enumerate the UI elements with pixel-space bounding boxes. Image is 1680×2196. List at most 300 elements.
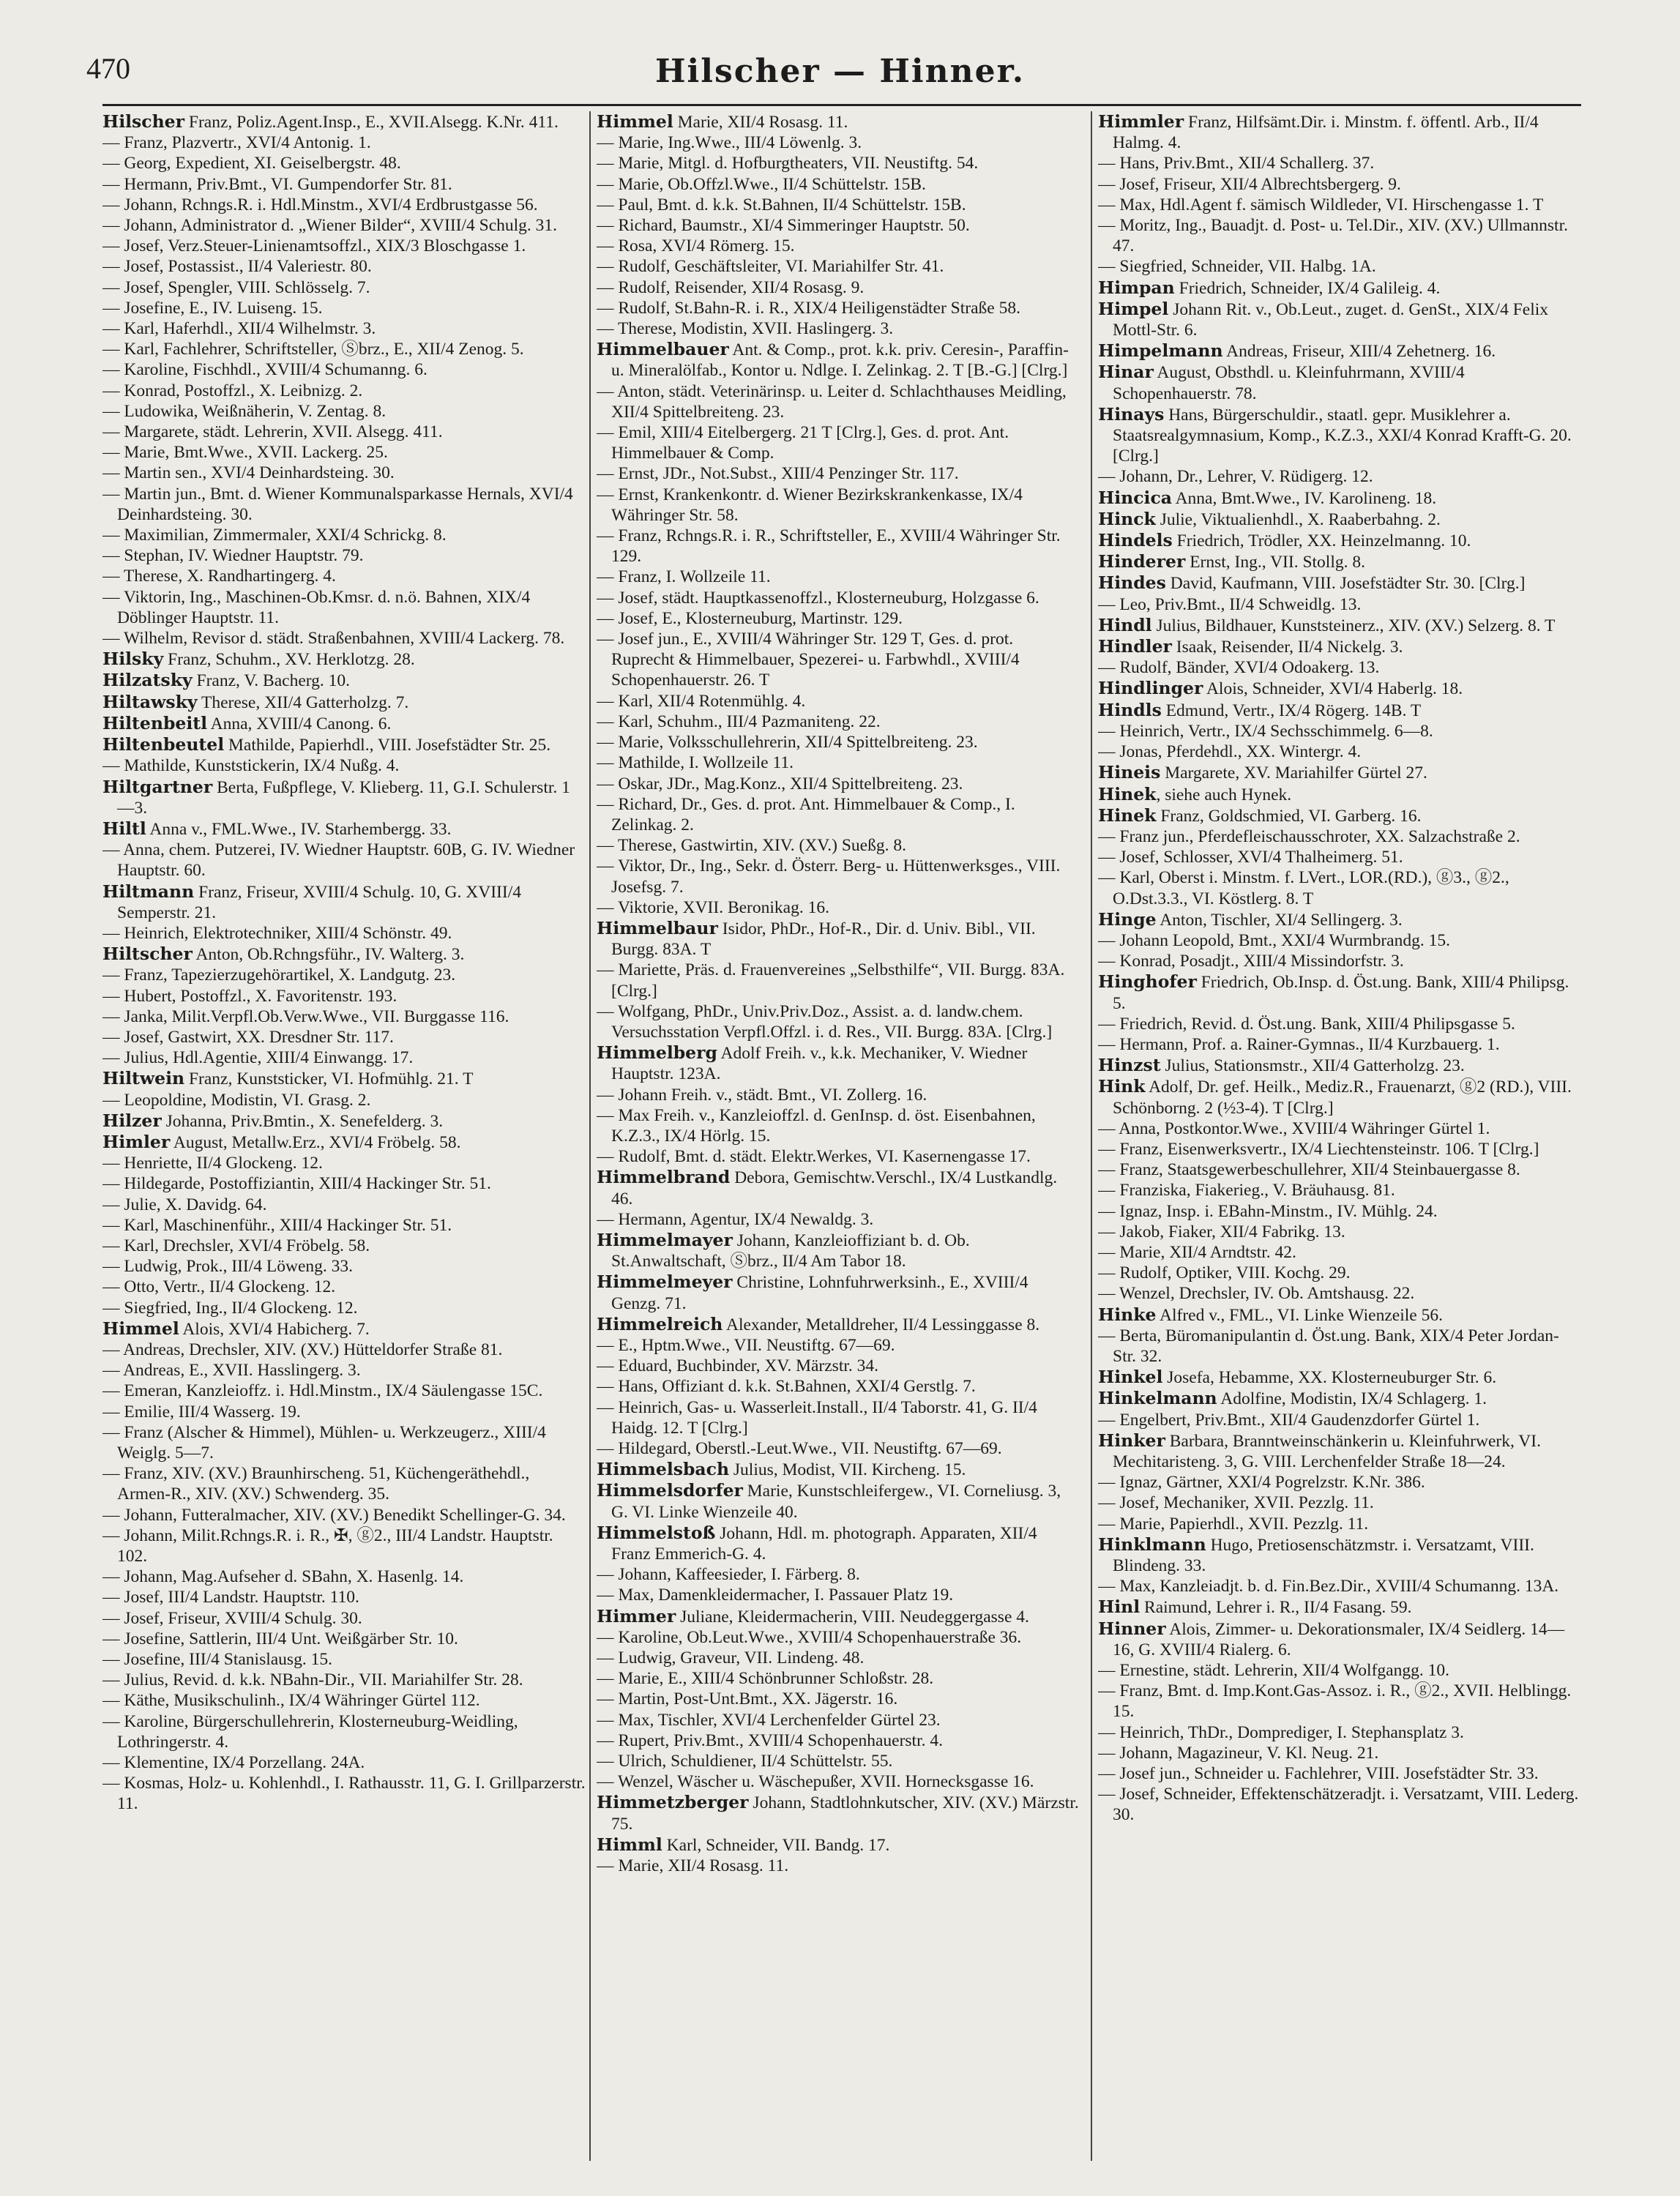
entry-text: — Josef, Verz.Steuer-Linienamtsoffzl., XIX/3 Bloschgasse 1. <box>102 236 526 256</box>
entry-text: — Josef, III/4 Landstr. Hauptstr. 110. <box>102 1588 359 1607</box>
entry-text: Mathilde, Papierhdl., VIII. Josefstädter Str. 25. <box>224 736 551 755</box>
entry-surname: Himler <box>102 1131 171 1152</box>
directory-entry <box>102 1649 586 1670</box>
entry-text: — Ernestine, städt. Lehrerin, XII/4 Wolfgangg. 10. <box>1098 1661 1449 1681</box>
directory-entry <box>597 1376 1080 1397</box>
directory-entry <box>597 1314 1080 1335</box>
directory-entry <box>1098 909 1581 930</box>
entry-text: — Josefine, Sattlerin, III/4 Unt. Weißgärber Str. 10. <box>102 1629 458 1648</box>
directory-entry <box>102 692 586 713</box>
entry-text: Marie, Kunstschleifergew., VI. Corneliusg. 3, G. VI. Linke Wienzeile 40. <box>611 1482 1061 1522</box>
directory-entry <box>597 463 1080 484</box>
directory-entry <box>597 485 1080 526</box>
directory-entry <box>102 881 586 923</box>
directory-entry <box>1098 153 1581 173</box>
entry-text: — Josef, Friseur, XII/4 Albrechtsbergerg. 9. <box>1098 174 1401 194</box>
directory-entry <box>102 1027 586 1047</box>
directory-entry <box>1098 362 1581 403</box>
entry-text: Anna, Bmt.Wwe., IV. Karolineng. 18. <box>1172 488 1437 508</box>
entry-text: — Franz, Rchngs.R. i. R., Schriftsteller, E., XVIII/4 Währinger Str. 129. <box>597 526 1061 567</box>
directory-entry <box>102 153 586 173</box>
column-divider <box>589 111 591 2161</box>
entry-surname: Himmelsbach <box>597 1459 730 1480</box>
entry-text: — Franz (Alscher & Himmel), Mühlen- u. Werkzeugerz., XIII/4 Weiglg. 5—7. <box>102 1422 546 1463</box>
directory-entry <box>597 111 1080 132</box>
directory-entry <box>102 1670 586 1690</box>
entry-text: — Karl, XII/4 Rotenmühlg. 4. <box>597 691 806 711</box>
entry-text: — Julius, Hdl.Agentie, XIII/4 Einwangg. 17. <box>102 1048 414 1068</box>
directory-entry <box>597 1209 1080 1230</box>
directory-entry <box>1098 1784 1581 1825</box>
directory-entry <box>102 256 586 277</box>
entry-text: — Hubert, Postoffzl., X. Favoritenstr. 193. <box>102 986 397 1006</box>
directory-entry <box>102 1090 586 1110</box>
entry-text: Friedrich, Ob.Insp. d. Öst.ung. Bank, XIII/4 Philipsg. 5. <box>1113 973 1569 1013</box>
entry-text: Franz, Poliz.Agent.Insp., E., XVII.Alsegg. K.Nr. 411. <box>184 113 559 132</box>
entry-text: — Hildegarde, Postoffiziantin, XIII/4 Hackinger Str. 51. <box>102 1174 491 1194</box>
directory-entry <box>1098 1660 1581 1681</box>
entry-text: — Viktorie, XVII. Beronikag. 16. <box>597 897 829 917</box>
entry-surname: Hinkel <box>1098 1367 1163 1388</box>
directory-entry <box>597 1668 1080 1689</box>
directory-entry <box>102 944 586 965</box>
entry-text: Adolf Freih. v., k.k. Mechaniker, V. Wiedner Hauptstr. 123A. <box>611 1044 1028 1084</box>
entry-text: — Oskar, JDr., Mag.Konz., XII/4 Spittelbreiteng. 23. <box>597 774 963 793</box>
directory-entry <box>1098 1367 1581 1388</box>
entry-text: — Karl, Oberst i. Minstm. f. LVert., LOR.(RD.), ⓖ3., ⓖ2., O.Dst.3.3., VI. Köstlerg. 8. T <box>1098 868 1509 908</box>
directory-entry <box>102 1629 586 1649</box>
entry-surname: Himmetzberger <box>597 1792 749 1813</box>
entry-surname: Hindlinger <box>1098 678 1203 699</box>
directory-entry <box>597 1167 1080 1209</box>
directory-entry <box>1098 299 1581 340</box>
entry-text: — Ernst, JDr., Not.Subst., XIII/4 Penzinger Str. 117. <box>597 464 959 484</box>
entry-text: Barbara, Branntweinschänkerin u. Kleinfuhrwerk, VI. Mechitaristeng. 3, G. VIII. Lerchenfelder Straße 18—24. <box>1113 1431 1541 1471</box>
directory-entry <box>102 566 586 586</box>
entry-text: Julius, Stationsmstr., XII/4 Gatterholzg. 23. <box>1160 1056 1465 1076</box>
entry-text: Isaak, Reisender, II/4 Nickelg. 3. <box>1171 638 1403 657</box>
directory-entry <box>102 318 586 339</box>
entry-surname: Himmelberg <box>597 1042 717 1064</box>
directory-entry <box>1098 1743 1581 1763</box>
entry-text: Juliane, Kleidermacherin, VIII. Neudeggergasse 4. <box>676 1607 1029 1627</box>
entry-text: Alexander, Metalldreher, II/4 Lessinggasse 8. <box>723 1315 1040 1334</box>
entry-text: — Hans, Offiziant d. k.k. St.Bahnen, XXI/4 Gerstlg. 7. <box>597 1377 976 1397</box>
directory-entry <box>1098 805 1581 826</box>
entry-text: — Franz, Staatsgewerbeschullehrer, XII/4 Steinbauergasse 8. <box>1098 1160 1520 1180</box>
entry-surname: Himmler <box>1098 111 1184 132</box>
directory-entry <box>1098 1722 1581 1743</box>
entry-surname: Hinl <box>1098 1596 1140 1618</box>
entry-text: — Therese, Modistin, XVII. Haslingerg. 3. <box>597 319 894 339</box>
entry-text: — Martin sen., XVI/4 Deinhardsteing. 30. <box>102 463 395 483</box>
directory-entry <box>1098 215 1581 256</box>
directory-entry <box>597 918 1080 960</box>
entry-surname: Hilscher <box>102 111 185 132</box>
directory-entry <box>597 1001 1080 1042</box>
directory-entry <box>102 1566 586 1587</box>
entry-text: — Richard, Dr., Ges. d. prot. Ant. Himmelbauer & Comp., I. Zelinkag. 2. <box>597 794 1015 834</box>
entry-text: — Anna, chem. Putzerei, IV. Wiedner Hauptstr. 60B, G. IV. Wiedner Hauptstr. 60. <box>102 840 575 881</box>
entry-surname: Hiltwein <box>102 1068 185 1089</box>
entry-text: Johann, Hdl. m. photograph. Apparaten, XII/4 Franz Emmerich-G. 4. <box>611 1523 1037 1564</box>
entry-surname: Himml <box>597 1834 662 1855</box>
entry-text: — Marie, Ob.Offzl.Wwe., II/4 Schüttelstr. 15B. <box>597 174 926 194</box>
entry-text: — Franz jun., Pferdefleischausschroter, XX. Salzachstraße 2. <box>1098 826 1520 846</box>
directory-entry <box>597 588 1080 608</box>
directory-entry <box>597 774 1080 794</box>
directory-entry <box>102 1195 586 1215</box>
directory-entry <box>102 1463 586 1504</box>
directory-entry <box>1098 867 1581 908</box>
directory-entry <box>102 1256 586 1277</box>
entry-text: August, Metallw.Erz., XVI/4 Fröbelg. 58. <box>170 1132 461 1152</box>
entry-text: — Mariette, Präs. d. Frauenvereines „Selbsthilfe“, VII. Burgg. 83A. [Clrg.] <box>597 960 1065 1001</box>
entry-text: — Maximilian, Zimmermaler, XXI/4 Schrickg. 8. <box>102 526 447 545</box>
entry-text: — Heinrich, Vertr., IX/4 Sechsschimmelg. 6—8. <box>1098 721 1433 741</box>
entry-text: Johanna, Priv.Bmtin., X. Senefelderg. 3. <box>161 1111 444 1131</box>
entry-text: Anna v., FML.Wwe., IV. Starhembergg. 33. <box>146 819 452 839</box>
entry-text: — Otto, Vertr., II/4 Glockeng. 12. <box>102 1277 336 1297</box>
directory-entry <box>1098 1076 1581 1118</box>
directory-entry <box>1098 594 1581 615</box>
directory-entry <box>1098 1596 1581 1618</box>
directory-entry <box>102 174 586 195</box>
directory-entry <box>597 1271 1080 1313</box>
entry-text: — Ernst, Krankenkontr. d. Wiener Bezirkskrankenkasse, IX/4 Währinger Str. 58. <box>597 485 1023 525</box>
entry-text: — Franz, Eisenwerksvertr., IX/4 Liechtensteinstr. 106. T [Clrg.] <box>1098 1139 1539 1159</box>
directory-entry <box>597 1459 1080 1480</box>
entry-text: — Franz, Tapezierzugehörartikel, X. Landgutg. 23. <box>102 966 456 985</box>
entry-text: — Josef jun., E., XVIII/4 Währinger Str. 129 T, Ges. d. prot. Ruprecht & Himmelbauer, Spezerei- u. Farbwhdl., XVIII/4 Schopenhauerstr. 26. T <box>597 630 1020 690</box>
entry-text: — Ignaz, Insp. i. EBahn-Minstm., IV. Mühlg. 24. <box>1098 1201 1438 1221</box>
directory-entry <box>1098 1618 1581 1660</box>
entry-surname: Himmelstoß <box>597 1522 716 1543</box>
entry-surname: Himmel <box>102 1318 179 1339</box>
entry-text: — Andreas, E., XVII. Hasslingerg. 3. <box>102 1361 361 1381</box>
directory-entry <box>1098 277 1581 299</box>
directory-entry <box>1098 256 1581 277</box>
entry-text: — Julius, Revid. d. k.k. NBahn-Dir., VII. Mariahilfer Str. 28. <box>102 1670 523 1690</box>
directory-entry <box>102 755 586 776</box>
directory-entry <box>102 132 586 153</box>
directory-entry <box>102 628 586 649</box>
entry-text: — Josefine, E., IV. Luiseng. 15. <box>102 298 323 318</box>
entry-text: Anna, XVIII/4 Canong. 6. <box>207 714 392 733</box>
directory-entry <box>1098 572 1581 594</box>
entry-text: — Hans, Priv.Bmt., XII/4 Schallerg. 37. <box>1098 154 1375 173</box>
directory-entry <box>597 153 1080 173</box>
entry-text: — Josef, Spengler, VIII. Schlösselg. 7. <box>102 277 370 297</box>
directory-entry <box>1098 1201 1581 1222</box>
entry-text: Ant. & Comp., prot. k.k. priv. Ceresin-, Paraffin- u. Mineralölfab., Kontor u. Ndlge. I. Zelinkag. 2. T [B.-G.] [Clrg.] <box>611 340 1069 381</box>
entry-text: Hugo, Pretiosenschätzmstr. i. Versatzamt, VIII. Blindeng. 33. <box>1113 1535 1534 1576</box>
entry-text: — Andreas, Drechsler, XIV. (XV.) Hütteldorfer Straße 81. <box>102 1340 503 1359</box>
entry-text: Debora, Gemischtw.Verschl., IX/4 Lustkandlg. 46. <box>611 1168 1058 1209</box>
directory-entry <box>597 1585 1080 1605</box>
entry-text: Therese, XII/4 Gatterholzg. 7. <box>197 692 409 712</box>
directory-entry <box>597 691 1080 712</box>
entry-text: — Viktor, Dr., Ing., Sekr. d. Österr. Berg- u. Hüttenwerksges., VIII. Josefsg. 7. <box>597 856 1061 897</box>
entry-text: — Marie, Papierhdl., XVII. Pezzlg. 11. <box>1098 1514 1369 1534</box>
entry-text: — Johann, Magazineur, V. Kl. Neug. 21. <box>1098 1743 1379 1763</box>
entry-text: — Wilhelm, Revisor d. städt. Straßenbahnen, XVIII/4 Lackerg. 78. <box>102 629 565 649</box>
directory-entry <box>597 1230 1080 1271</box>
directory-entry <box>102 1318 586 1340</box>
entry-text: Julius, Bildhauer, Kunststeinerz., XIV. (XV.) Selzerg. 8. T <box>1151 616 1556 635</box>
entry-surname: Hinge <box>1098 908 1157 930</box>
entry-text: — Wenzel, Wäscher u. Wäschepußer, XVII. Hornecksgasse 16. <box>597 1772 1034 1792</box>
entry-text: — Klementine, IX/4 Porzellang. 24A. <box>102 1753 365 1773</box>
entry-text: — Max, Damenkleidermacher, I. Passauer Platz 19. <box>597 1586 954 1605</box>
entry-text: Margarete, XV. Mariahilfer Gürtel 27. <box>1160 763 1427 783</box>
entry-text: — Ignaz, Gärtner, XXI/4 Pogrelzstr. K.Nr. 386. <box>1098 1473 1425 1493</box>
directory-entry <box>597 629 1080 691</box>
directory-entry <box>1098 1304 1581 1326</box>
entry-text: Franz, Friseur, XVIII/4 Schulg. 10, G. XVIII/4 Semperstr. 21. <box>117 882 521 922</box>
directory-entry <box>1098 930 1581 951</box>
entry-text: — Siegfried, Ing., II/4 Glockeng. 12. <box>102 1298 358 1318</box>
directory-entry <box>1098 466 1581 487</box>
entry-surname: Hiltl <box>102 818 146 839</box>
entry-text: — Mathilde, I. Wollzeile 11. <box>597 753 794 773</box>
directory-entry <box>1098 1534 1581 1576</box>
entry-text: — Max, Hdl.Agent f. sämisch Wildleder, VI. Hirschengasse 1. T <box>1098 195 1544 214</box>
entry-text: — Josef jun., Schneider u. Fachlehrer, VIII. Josefstädter Str. 33. <box>1098 1764 1539 1784</box>
directory-entry <box>1098 847 1581 867</box>
directory-entry <box>597 318 1080 339</box>
entry-text: Alois, XVI/4 Habicherg. 7. <box>179 1319 370 1339</box>
directory-entry <box>102 422 586 442</box>
directory-entry <box>102 1711 586 1752</box>
directory-entry <box>1098 404 1581 467</box>
entry-surname: Hilzatsky <box>102 670 193 691</box>
entry-text: Christine, Lohnfuhrwerksinh., E., XVIII/4 Genzg. 71. <box>611 1273 1028 1313</box>
entry-text: — Richard, Baumstr., XI/4 Simmeringer Hauptstr. 50. <box>597 216 970 236</box>
directory-entry <box>102 818 586 840</box>
directory-entry <box>102 1153 586 1173</box>
entry-surname: Himmer <box>597 1605 676 1627</box>
entry-text: — Leo, Priv.Bmt., II/4 Schweidlg. 13. <box>1098 594 1362 614</box>
directory-entry <box>597 960 1080 1001</box>
entry-surname: Hiltawsky <box>102 691 198 712</box>
directory-entry <box>597 1438 1080 1459</box>
directory-entry <box>597 256 1080 277</box>
entry-text: Edmund, Vertr., IX/4 Rögerg. 14B. T <box>1161 701 1422 720</box>
directory-entry <box>102 1422 586 1463</box>
directory-entry <box>1098 1576 1581 1596</box>
entry-text: — Marie, XII/4 Rosasg. 11. <box>597 1856 789 1876</box>
entry-surname: Hinck <box>1098 508 1156 529</box>
directory-entry <box>597 236 1080 256</box>
page-number: 470 <box>86 52 130 85</box>
directory-entry <box>1098 784 1581 805</box>
entry-text: — Rudolf, Reisender, XII/4 Rosasg. 9. <box>597 277 865 297</box>
entry-text: Andreas, Friseur, XIII/4 Zehetnerg. 16. <box>1222 342 1496 362</box>
running-head: Hilscher — Hinner. <box>654 53 1026 90</box>
directory-entry <box>597 277 1080 298</box>
entry-text: — Josef, Gastwirt, XX. Dresdner Str. 117. <box>102 1027 394 1047</box>
entry-text: — Berta, Büromanipulantin d. Öst.ung. Bank, XIX/4 Peter Jordan-Str. 32. <box>1098 1326 1559 1366</box>
entry-text: — Karl, Schuhm., III/4 Pazmaniteng. 22. <box>597 712 881 731</box>
entry-text: — Martin jun., Bmt. d. Wiener Kommunalsparkasse Hernals, XVI/4 Deinhardsteing. 30. <box>102 484 573 524</box>
directory-entry <box>102 1068 586 1089</box>
entry-surname: Hiltenbeitl <box>102 712 208 733</box>
directory-entry <box>102 1215 586 1236</box>
entry-text: — Marie, Mitgl. d. Hofburgtheaters, VII. Neustiftg. 54. <box>597 154 979 173</box>
entry-surname: Hinek <box>1098 783 1157 804</box>
directory-entry <box>597 835 1080 856</box>
entry-text: — Siegfried, Schneider, VII. Halbg. 1A. <box>1098 257 1376 277</box>
directory-entry <box>597 1564 1080 1585</box>
entry-text: Adolf, Dr. gef. Heilk., Mediz.R., Frauenarzt, ⓖ2 (RD.), VIII. Schönborng. 2 (½3-4). T [Clrg.] <box>1113 1078 1572 1118</box>
directory-entry <box>597 1834 1080 1856</box>
entry-text: — Margarete, städt. Lehrerin, XVII. Alsegg. 411. <box>102 422 443 442</box>
entry-text: — Emil, XIII/4 Eitelbergerg. 21 T [Clrg.], Ges. d. prot. Ant. Himmelbauer & Comp. <box>597 423 1009 463</box>
entry-text: Franz, Schuhm., XV. Herklotzg. 28. <box>163 650 415 670</box>
directory-entry <box>1098 951 1581 971</box>
entry-text: — Julie, X. Davidg. 64. <box>102 1195 267 1214</box>
directory-entry <box>597 1856 1080 1876</box>
directory-entry <box>1098 1222 1581 1242</box>
entry-text: — Jakob, Fiaker, XII/4 Fabrikg. 13. <box>1098 1222 1345 1241</box>
directory-entry <box>1098 657 1581 678</box>
entry-surname: Hiltscher <box>102 944 193 965</box>
directory-entry <box>597 1751 1080 1771</box>
entry-surname: Hindler <box>1098 636 1172 657</box>
directory-entry <box>597 381 1080 422</box>
entry-surname: Hinkelmann <box>1098 1388 1217 1409</box>
directory-entry <box>597 174 1080 195</box>
entry-text: — Karl, Drechsler, XVI/4 Fröbelg. 58. <box>102 1236 370 1255</box>
entry-surname: Himpan <box>1098 277 1175 298</box>
entry-text: — Johann, Administrator d. „Wiener Bilder“, XVIII/4 Schulg. 31. <box>102 216 558 236</box>
entry-surname: Hinker <box>1098 1430 1165 1451</box>
entry-surname: Hinar <box>1098 362 1154 383</box>
entry-text: Hans, Bürgerschuldir., staatl. gepr. Musiklehrer a. Staatsrealgymnasium, Komp., K.Z.3., XXI/4 Konrad Krafft-G. 20. [Clrg.] <box>1113 405 1572 466</box>
entry-surname: Himmelbaur <box>597 917 718 938</box>
entry-text: — Martin, Post-Unt.Bmt., XX. Jägerstr. 16. <box>597 1689 898 1709</box>
entry-surname: Himmel <box>597 111 673 132</box>
entry-text: — Konrad, Postoffzl., X. Leibnizg. 2. <box>102 381 363 400</box>
directory-entry <box>597 422 1080 463</box>
directory-entry <box>102 1340 586 1360</box>
entry-text: — Friedrich, Revid. d. Öst.ung. Bank, XIII/4 Philipsgasse 5. <box>1098 1014 1515 1034</box>
directory-entry <box>597 298 1080 318</box>
directory-entry <box>1098 1139 1581 1159</box>
entry-text: — Eduard, Buchbinder, XV. Märzstr. 34. <box>597 1356 879 1376</box>
directory-entry <box>597 1606 1080 1627</box>
directory-entry <box>1098 762 1581 783</box>
directory-entry <box>102 1587 586 1607</box>
entry-text: — Josefine, III/4 Stanislausg. 15. <box>102 1650 332 1670</box>
directory-entry <box>102 965 586 985</box>
directory-entry <box>1098 826 1581 847</box>
entry-surname: Hinderer <box>1098 551 1186 572</box>
entry-text: — Karoline, Fischhdl., XVIII/4 Schumanng. 6. <box>102 360 428 380</box>
directory-entry <box>102 215 586 236</box>
directory-entry <box>597 1771 1080 1792</box>
entry-surname: Hiltenbeutel <box>102 734 225 755</box>
entry-text: — Heinrich, Elektrotechniker, XIII/4 Schönstr. 49. <box>102 923 452 943</box>
entry-text: — Therese, X. Randhartingerg. 4. <box>102 567 336 586</box>
entry-text: — Hermann, Priv.Bmt., VI. Gumpendorfer Str. 81. <box>102 174 452 194</box>
directory-entry <box>102 1277 586 1297</box>
entry-surname: Hiltgartner <box>102 776 213 797</box>
entry-text: — Hermann, Prof. a. Rainer-Gymnas., II/4 Kurzbauerg. 1. <box>1098 1034 1500 1054</box>
entry-text: — Ludowika, Weißnäherin, V. Zentag. 8. <box>102 401 387 421</box>
entry-text: — Marie, Ing.Wwe., III/4 Löwenlg. 3. <box>597 133 862 153</box>
entry-text: — Anton, städt. Veterinärinsp. u. Leiter d. Schlachthauses Meidling, XII/4 Spittelbreiteng. 23. <box>597 381 1067 422</box>
entry-text: — Johann, Kaffeesieder, I. Färberg. 8. <box>597 1565 860 1585</box>
directory-entry <box>1098 1034 1581 1055</box>
header-rule <box>102 104 1581 106</box>
entry-surname: Hincica <box>1098 487 1172 508</box>
entry-text: David, Kaufmann, VIII. Josefstädter Str. 30. [Clrg.] <box>1165 574 1526 594</box>
directory-entry <box>102 986 586 1006</box>
directory-entry <box>597 1689 1080 1709</box>
directory-entry <box>102 236 586 256</box>
directory-entry <box>1098 1472 1581 1493</box>
entry-text: — Therese, Gastwirtin, XIV. (XV.) Sueßg. 8. <box>597 836 906 856</box>
directory-entry <box>597 1792 1080 1834</box>
entry-text: — Josef, Schneider, Effektenschätzeradjt. i. Versatzamt, VIII. Lederg. 30. <box>1098 1785 1579 1825</box>
directory-entry <box>1098 1410 1581 1430</box>
entry-text: — Karoline, Bürgerschullehrerin, Klosterneuburg-Weidling, Lothringerstr. 4. <box>102 1711 518 1752</box>
entry-text: — Stephan, IV. Wiedner Hauptstr. 79. <box>102 546 364 566</box>
entry-text: Alfred v., FML., VI. Linke Wienzeile 56. <box>1156 1305 1443 1325</box>
entry-text: — Rosa, XVI/4 Römerg. 15. <box>597 236 795 256</box>
entry-text: — Josef, städt. Hauptkassenoffzl., Klosterneuburg, Holzgasse 6. <box>597 588 1039 608</box>
directory-entry <box>102 381 586 401</box>
entry-text: — Max Freih. v., Kanzleioffzl. d. GenInsp. d. öst. Eisenbahnen, K.Z.3., IX/4 Hörlg. 15. <box>597 1105 1036 1146</box>
directory-entry <box>102 484 586 525</box>
directory-entry <box>102 923 586 944</box>
directory-entry <box>1098 111 1581 153</box>
entry-text: Johann Rit. v., Ob.Leut., zuget. d. GenSt., XIX/4 Felix Mottl-Str. 6. <box>1113 299 1548 340</box>
directory-entry <box>597 1523 1080 1564</box>
entry-text: — Henriette, II/4 Glockeng. 12. <box>102 1154 323 1173</box>
entry-text: — Josef, Friseur, XVIII/4 Schulg. 30. <box>102 1608 362 1628</box>
entry-text: — Josef, E., Klosterneuburg, Martinstr. 129. <box>597 608 903 628</box>
entry-surname: Hindes <box>1098 572 1166 594</box>
directory-entry <box>102 545 586 566</box>
entry-text: Alois, Zimmer- u. Dekorationsmaler, IX/4 Seidlerg. 14—16, G. XVIII/4 Rialerg. 6. <box>1113 1619 1565 1659</box>
directory-entry <box>1098 530 1581 551</box>
directory-entry <box>1098 742 1581 762</box>
entry-text: Julie, Viktualienhdl., X. Raaberbahng. 2. <box>1155 509 1441 529</box>
directory-entry <box>102 1381 586 1401</box>
directory-entry <box>1098 1763 1581 1784</box>
directory-entry <box>102 298 586 318</box>
entry-text: — Leopoldine, Modistin, VI. Grasg. 2. <box>102 1090 371 1110</box>
directory-entry <box>102 1132 586 1153</box>
directory-entry <box>597 1627 1080 1648</box>
entry-text: — Karl, Haferhdl., XII/4 Wilhelmstr. 3. <box>102 319 376 339</box>
directory-entry <box>597 1146 1080 1167</box>
entry-surname: Himpelmann <box>1098 340 1223 362</box>
entry-text: — Emeran, Kanzleioffz. i. Hdl.Minstm., IX/4 Säulengasse 15C. <box>102 1381 543 1401</box>
entry-surname: Hineis <box>1098 762 1161 783</box>
directory-entry <box>102 649 586 670</box>
directory-entry <box>1098 615 1581 636</box>
directory-entry <box>1098 1681 1581 1722</box>
entry-text: — Karoline, Ob.Leut.Wwe., XVIII/4 Schopenhauerstraße 36. <box>597 1627 1022 1647</box>
entry-text: — Franz, Plazvertr., XVI/4 Antonig. 1. <box>102 133 371 153</box>
entry-surname: Hindls <box>1098 699 1162 720</box>
entry-text: Friedrich, Schneider, IX/4 Galileig. 4. <box>1174 278 1441 298</box>
directory-entry <box>1098 1263 1581 1283</box>
